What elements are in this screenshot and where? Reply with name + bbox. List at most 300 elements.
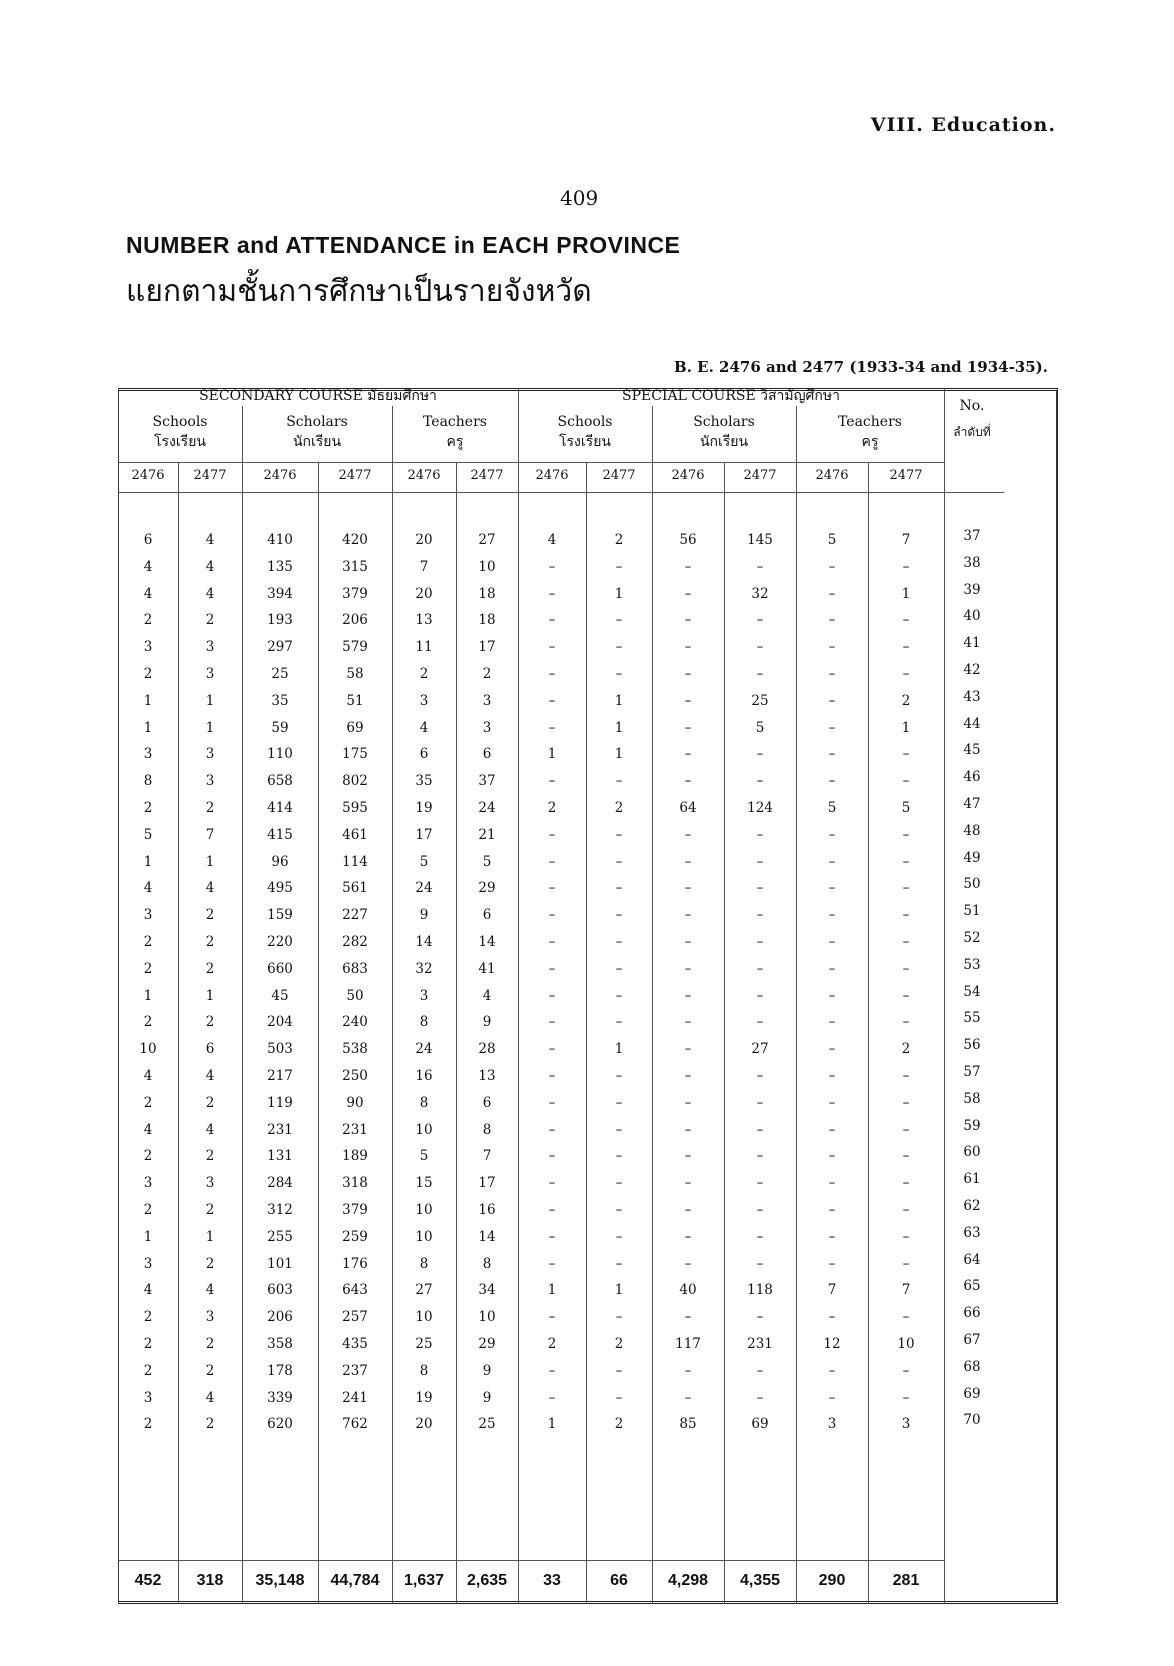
table-cell: 176 bbox=[342, 1256, 368, 1272]
table-cell: – bbox=[828, 773, 836, 789]
total-cell: 33 bbox=[543, 1572, 561, 1589]
total-cell: 1,637 bbox=[403, 1572, 445, 1589]
subheader-th: ครู bbox=[861, 434, 879, 450]
table-cell: – bbox=[828, 961, 836, 977]
table-cell: 20 bbox=[415, 586, 433, 602]
table-cell: – bbox=[615, 961, 623, 977]
table-cell: – bbox=[756, 773, 764, 789]
table-cell: – bbox=[902, 934, 910, 950]
table-cell: 175 bbox=[342, 746, 368, 762]
table-cell: – bbox=[684, 1309, 692, 1325]
table-cell: 538 bbox=[342, 1041, 368, 1057]
table-cell: – bbox=[902, 1363, 910, 1379]
table-cell: 658 bbox=[267, 773, 293, 789]
table-cell: 10 bbox=[478, 1309, 496, 1325]
table-cell: – bbox=[548, 1122, 556, 1138]
table-cell: 58 bbox=[346, 666, 364, 682]
table-cell: 5 bbox=[419, 854, 429, 870]
table-cell: – bbox=[615, 854, 623, 870]
table-cell: 1 bbox=[614, 746, 624, 762]
table-cell: 14 bbox=[478, 934, 496, 950]
table-cell: – bbox=[548, 1041, 556, 1057]
row-number: 60 bbox=[963, 1144, 981, 1160]
table-cell: – bbox=[828, 586, 836, 602]
table-cell: 69 bbox=[346, 720, 364, 736]
table-cell: – bbox=[902, 666, 910, 682]
table-cell: 358 bbox=[267, 1336, 293, 1352]
table-cell: 4 bbox=[419, 720, 429, 736]
table-cell: 4 bbox=[482, 988, 492, 1004]
table-cell: 2 bbox=[482, 666, 492, 682]
table-cell: – bbox=[548, 934, 556, 950]
table-cell: – bbox=[828, 1148, 836, 1164]
table-cell: 240 bbox=[342, 1014, 368, 1030]
table-cell: – bbox=[684, 880, 692, 896]
table-cell: – bbox=[615, 1175, 623, 1191]
table-cell: – bbox=[756, 666, 764, 682]
table-cell: – bbox=[548, 988, 556, 1004]
year-label: 2476 bbox=[671, 468, 705, 483]
table-cell: 27 bbox=[415, 1282, 433, 1298]
table-cell: 3 bbox=[205, 639, 215, 655]
table-cell: 8 bbox=[419, 1363, 429, 1379]
row-number: 63 bbox=[963, 1225, 981, 1241]
table-cell: 2 bbox=[205, 1363, 215, 1379]
table-cell: 1 bbox=[614, 693, 624, 709]
subheader-en: Schools bbox=[557, 414, 613, 430]
table-cell: 25 bbox=[478, 1416, 496, 1432]
table-cell: 3 bbox=[901, 1416, 911, 1432]
table-cell: – bbox=[902, 854, 910, 870]
table-cell: 25 bbox=[751, 693, 769, 709]
table-cell: – bbox=[828, 1309, 836, 1325]
table-cell: 312 bbox=[267, 1202, 293, 1218]
table-cell: – bbox=[548, 1175, 556, 1191]
table-cell: – bbox=[548, 559, 556, 575]
table-cell: 1 bbox=[205, 854, 215, 870]
table-cell: – bbox=[548, 639, 556, 655]
table-cell: 145 bbox=[747, 532, 773, 548]
table-cell: 8 bbox=[482, 1122, 492, 1138]
table-cell: – bbox=[756, 1175, 764, 1191]
table-cell: – bbox=[615, 1014, 623, 1030]
table-cell: 34 bbox=[478, 1282, 496, 1298]
table-cell: 7 bbox=[205, 827, 215, 843]
table-cell: – bbox=[828, 559, 836, 575]
table-cell: 8 bbox=[419, 1256, 429, 1272]
row-number: 51 bbox=[963, 903, 981, 919]
table-cell: – bbox=[756, 746, 764, 762]
table-cell: 35 bbox=[271, 693, 289, 709]
table-cell: – bbox=[902, 1229, 910, 1245]
row-number: 45 bbox=[963, 742, 981, 758]
table-cell: 24 bbox=[415, 1041, 433, 1057]
table-cell: 27 bbox=[751, 1041, 769, 1057]
table-cell: 3 bbox=[205, 666, 215, 682]
table-cell: 131 bbox=[267, 1148, 293, 1164]
table-cell: 220 bbox=[267, 934, 293, 950]
table-cell: 4 bbox=[205, 532, 215, 548]
subheader-th: ครู bbox=[446, 434, 464, 450]
table-cell: 227 bbox=[342, 907, 368, 923]
table-cell: – bbox=[756, 1363, 764, 1379]
table-cell: 9 bbox=[482, 1390, 492, 1406]
year-line: B. E. 2476 and 2477 (1933-34 and 1934-35). bbox=[674, 358, 1048, 376]
table-cell: 2 bbox=[143, 961, 153, 977]
table-cell: – bbox=[902, 1122, 910, 1138]
table-cell: – bbox=[902, 961, 910, 977]
table-cell: 2 bbox=[143, 934, 153, 950]
table-cell: 204 bbox=[267, 1014, 293, 1030]
table-cell: – bbox=[828, 639, 836, 655]
table-cell: 7 bbox=[901, 532, 911, 548]
table-cell: 12 bbox=[823, 1336, 841, 1352]
table-cell: 19 bbox=[415, 800, 433, 816]
table-cell: – bbox=[756, 854, 764, 870]
table-cell: 4 bbox=[143, 1068, 153, 1084]
table-cell: 2 bbox=[205, 934, 215, 950]
table-cell: 5 bbox=[482, 854, 492, 870]
table-cell: – bbox=[684, 693, 692, 709]
table-cell: – bbox=[548, 693, 556, 709]
subheader-th: นักเรียน bbox=[292, 434, 342, 450]
table-cell: – bbox=[828, 854, 836, 870]
table-cell: 20 bbox=[415, 532, 433, 548]
no-header-th: ลำดับที่ bbox=[953, 425, 991, 439]
table-cell: 101 bbox=[267, 1256, 293, 1272]
table-cell: 2 bbox=[143, 1363, 153, 1379]
table-cell: 3 bbox=[143, 746, 153, 762]
page-title: NUMBER and ATTENDANCE in EACH PROVINCE bbox=[126, 232, 681, 258]
page-title-thai: แยกตามชั้นการศึกษาเป็นรายจังหวัด bbox=[126, 274, 592, 309]
table-cell: – bbox=[902, 988, 910, 1004]
subheader-th: โรงเรียน bbox=[154, 434, 206, 450]
table-cell: 1 bbox=[901, 586, 911, 602]
group-header: SECONDARY COURSE มัธยมศึกษา bbox=[199, 388, 437, 404]
table-cell: 13 bbox=[415, 612, 433, 628]
table-cell: 206 bbox=[342, 612, 368, 628]
no-header-en: No. bbox=[959, 398, 985, 414]
table-cell: – bbox=[828, 1363, 836, 1379]
subheader-th: โรงเรียน bbox=[559, 434, 611, 450]
table-cell: – bbox=[684, 1148, 692, 1164]
table-cell: 241 bbox=[342, 1390, 368, 1406]
table-cell: 178 bbox=[267, 1363, 293, 1379]
table-cell: 3 bbox=[143, 1175, 153, 1191]
table-cell: – bbox=[902, 1175, 910, 1191]
table-cell: – bbox=[684, 1229, 692, 1245]
table-cell: – bbox=[684, 1095, 692, 1111]
table-cell: 420 bbox=[342, 532, 368, 548]
row-number: 47 bbox=[963, 796, 981, 812]
section-label: VIII. Education. bbox=[870, 114, 1056, 136]
table-cell: – bbox=[684, 639, 692, 655]
table-cell: 114 bbox=[342, 854, 368, 870]
table-cell: 1 bbox=[614, 720, 624, 736]
table-cell: 3 bbox=[419, 988, 429, 1004]
table-cell: 2 bbox=[143, 1336, 153, 1352]
table-cell: 603 bbox=[267, 1282, 293, 1298]
table-cell: 4 bbox=[143, 559, 153, 575]
table-cell: – bbox=[548, 854, 556, 870]
table-cell: – bbox=[548, 907, 556, 923]
table-cell: – bbox=[756, 880, 764, 896]
table-cell: 10 bbox=[415, 1229, 433, 1245]
table-cell: – bbox=[756, 1014, 764, 1030]
table-cell: – bbox=[828, 1175, 836, 1191]
table-cell: 6 bbox=[205, 1041, 215, 1057]
table-cell: – bbox=[548, 1095, 556, 1111]
table-cell: 6 bbox=[143, 532, 153, 548]
row-number: 70 bbox=[963, 1412, 981, 1428]
row-number: 50 bbox=[963, 876, 981, 892]
year-label: 2476 bbox=[263, 468, 297, 483]
row-number: 57 bbox=[963, 1064, 981, 1080]
table-cell: – bbox=[548, 1363, 556, 1379]
total-cell: 452 bbox=[134, 1572, 162, 1589]
table-cell: 2 bbox=[143, 1148, 153, 1164]
table-cell: – bbox=[756, 1229, 764, 1245]
row-number: 53 bbox=[963, 957, 981, 973]
table-cell: 3 bbox=[143, 907, 153, 923]
table-cell: 2 bbox=[143, 1014, 153, 1030]
year-label: 2477 bbox=[602, 468, 636, 483]
subheader-en: Scholars bbox=[693, 414, 755, 430]
table-cell: 50 bbox=[346, 988, 364, 1004]
year-label: 2477 bbox=[470, 468, 504, 483]
table-cell: 394 bbox=[267, 586, 293, 602]
table-cell: – bbox=[902, 880, 910, 896]
table-cell: 69 bbox=[751, 1416, 769, 1432]
year-label: 2477 bbox=[743, 468, 777, 483]
table-cell: 6 bbox=[482, 746, 492, 762]
table-cell: 110 bbox=[267, 746, 293, 762]
table-cell: 257 bbox=[342, 1309, 368, 1325]
table-cell: 6 bbox=[419, 746, 429, 762]
table-cell: 32 bbox=[415, 961, 433, 977]
total-cell: 66 bbox=[610, 1572, 628, 1589]
table-cell: 3 bbox=[205, 746, 215, 762]
table-cell: 2 bbox=[143, 1202, 153, 1218]
table-cell: – bbox=[902, 1014, 910, 1030]
table-cell: – bbox=[902, 746, 910, 762]
table-cell: – bbox=[828, 1041, 836, 1057]
row-number: 46 bbox=[963, 769, 981, 785]
table-cell: – bbox=[615, 988, 623, 1004]
table-cell: 3 bbox=[205, 773, 215, 789]
table-cell: – bbox=[828, 988, 836, 1004]
table-cell: 8 bbox=[143, 773, 153, 789]
table-cell: 2 bbox=[205, 1336, 215, 1352]
table-cell: 4 bbox=[547, 532, 557, 548]
table-cell: 4 bbox=[143, 1122, 153, 1138]
table-cell: 15 bbox=[415, 1175, 433, 1191]
table-cell: 7 bbox=[901, 1282, 911, 1298]
table-cell: – bbox=[828, 612, 836, 628]
table-cell: – bbox=[548, 827, 556, 843]
table-cell: – bbox=[548, 1202, 556, 1218]
table-cell: – bbox=[548, 1390, 556, 1406]
table-cell: – bbox=[684, 907, 692, 923]
table-cell: – bbox=[548, 1256, 556, 1272]
table-cell: 37 bbox=[478, 773, 496, 789]
row-number: 39 bbox=[963, 582, 981, 598]
table-cell: – bbox=[902, 1068, 910, 1084]
table-cell: 20 bbox=[415, 1416, 433, 1432]
table-cell: 1 bbox=[143, 854, 153, 870]
table-cell: – bbox=[684, 1256, 692, 1272]
table-cell: – bbox=[828, 1095, 836, 1111]
table-cell: 3 bbox=[482, 720, 492, 736]
table-cell: 318 bbox=[342, 1175, 368, 1191]
year-rule bbox=[118, 492, 1004, 493]
table-cell: 2 bbox=[205, 1202, 215, 1218]
table-cell: – bbox=[684, 1363, 692, 1379]
table-cell: 1 bbox=[143, 720, 153, 736]
table-cell: 9 bbox=[419, 907, 429, 923]
table-cell: 3 bbox=[419, 693, 429, 709]
table-cell: 2 bbox=[205, 800, 215, 816]
table-cell: 7 bbox=[482, 1148, 492, 1164]
table-cell: 5 bbox=[419, 1148, 429, 1164]
table-cell: – bbox=[615, 1202, 623, 1218]
row-number: 68 bbox=[963, 1359, 981, 1375]
table-cell: 4 bbox=[143, 586, 153, 602]
table-cell: 32 bbox=[751, 586, 769, 602]
table-cell: – bbox=[684, 666, 692, 682]
table-cell: 90 bbox=[346, 1095, 364, 1111]
table-cell: 40 bbox=[679, 1282, 697, 1298]
table-cell: 193 bbox=[267, 612, 293, 628]
table-cell: – bbox=[615, 907, 623, 923]
table-cell: 18 bbox=[478, 612, 496, 628]
table-cell: – bbox=[684, 1014, 692, 1030]
table-cell: 17 bbox=[478, 639, 496, 655]
table-cell: 135 bbox=[267, 559, 293, 575]
table-cell: 25 bbox=[415, 1336, 433, 1352]
table-cell: – bbox=[902, 1390, 910, 1406]
table-cell: 9 bbox=[482, 1014, 492, 1030]
table-cell: 21 bbox=[478, 827, 496, 843]
table-cell: 18 bbox=[478, 586, 496, 602]
table-cell: – bbox=[828, 827, 836, 843]
table-cell: 10 bbox=[415, 1202, 433, 1218]
table-cell: 2 bbox=[205, 1095, 215, 1111]
table-cell: – bbox=[828, 907, 836, 923]
table-cell: – bbox=[684, 961, 692, 977]
table-cell: 124 bbox=[747, 800, 773, 816]
table-cell: 4 bbox=[205, 1282, 215, 1298]
table-cell: 2 bbox=[143, 1309, 153, 1325]
table-cell: 5 bbox=[143, 827, 153, 843]
table-cell: 2 bbox=[143, 800, 153, 816]
table-cell: 117 bbox=[675, 1336, 701, 1352]
row-number: 58 bbox=[963, 1091, 981, 1107]
table-cell: – bbox=[684, 773, 692, 789]
table-cell: 643 bbox=[342, 1282, 368, 1298]
table-cell: – bbox=[828, 1229, 836, 1245]
table-cell: 14 bbox=[478, 1229, 496, 1245]
table-cell: 14 bbox=[415, 934, 433, 950]
table-cell: 2 bbox=[205, 907, 215, 923]
table-cell: – bbox=[756, 1256, 764, 1272]
table-cell: – bbox=[756, 1202, 764, 1218]
table-cell: – bbox=[902, 773, 910, 789]
total-cell: 44,784 bbox=[330, 1572, 380, 1589]
table-cell: – bbox=[548, 666, 556, 682]
table-cell: 3 bbox=[827, 1416, 837, 1432]
subheader-en: Scholars bbox=[286, 414, 348, 430]
table-cell: 1 bbox=[205, 988, 215, 1004]
table-cell: 159 bbox=[267, 907, 293, 923]
table-cell: – bbox=[548, 1309, 556, 1325]
table-cell: 282 bbox=[342, 934, 368, 950]
table-cell: – bbox=[684, 1068, 692, 1084]
table-cell: 414 bbox=[267, 800, 293, 816]
table-cell: – bbox=[615, 773, 623, 789]
row-number: 41 bbox=[963, 635, 981, 651]
table-cell: 2 bbox=[143, 612, 153, 628]
table-cell: 4 bbox=[205, 880, 215, 896]
table-cell: 503 bbox=[267, 1041, 293, 1057]
table-cell: 435 bbox=[342, 1336, 368, 1352]
row-number: 44 bbox=[963, 716, 981, 732]
table-cell: 8 bbox=[419, 1014, 429, 1030]
table-cell: – bbox=[684, 1041, 692, 1057]
table-cell: 1 bbox=[547, 1282, 557, 1298]
table-cell: – bbox=[615, 639, 623, 655]
table-cell: 6 bbox=[482, 1095, 492, 1111]
table-cell: – bbox=[828, 880, 836, 896]
row-number: 40 bbox=[963, 608, 981, 624]
table-cell: – bbox=[548, 880, 556, 896]
table-cell: – bbox=[756, 1122, 764, 1138]
table-cell: 2 bbox=[614, 1416, 624, 1432]
subheader-en: Schools bbox=[152, 414, 208, 430]
table-cell: – bbox=[756, 988, 764, 1004]
table-cell: 3 bbox=[143, 1390, 153, 1406]
table-cell: 56 bbox=[679, 532, 697, 548]
table-cell: 259 bbox=[342, 1229, 368, 1245]
table-cell: 231 bbox=[747, 1336, 773, 1352]
table-cell: – bbox=[756, 934, 764, 950]
table-cell: 231 bbox=[342, 1122, 368, 1138]
table-cell: 2 bbox=[143, 1095, 153, 1111]
table-cell: – bbox=[615, 1256, 623, 1272]
table-cell: – bbox=[902, 612, 910, 628]
table-cell: 4 bbox=[143, 880, 153, 896]
table-cell: 2 bbox=[547, 1336, 557, 1352]
table-cell: – bbox=[902, 907, 910, 923]
table-cell: – bbox=[828, 1202, 836, 1218]
table-cell: 315 bbox=[342, 559, 368, 575]
table-cell: – bbox=[756, 907, 764, 923]
table-cell: – bbox=[756, 1068, 764, 1084]
table-cell: 7 bbox=[419, 559, 429, 575]
table-cell: 255 bbox=[267, 1229, 293, 1245]
table-cell: 10 bbox=[139, 1041, 157, 1057]
table-cell: 595 bbox=[342, 800, 368, 816]
subheader-en: Teachers bbox=[423, 414, 487, 430]
table-cell: 1 bbox=[143, 1229, 153, 1245]
table-cell: – bbox=[902, 1202, 910, 1218]
table-cell: – bbox=[684, 1175, 692, 1191]
table-cell: 2 bbox=[547, 800, 557, 816]
table-cell: – bbox=[828, 1068, 836, 1084]
table-cell: 2 bbox=[205, 1148, 215, 1164]
table-cell: 9 bbox=[482, 1363, 492, 1379]
table-cell: 35 bbox=[415, 773, 433, 789]
